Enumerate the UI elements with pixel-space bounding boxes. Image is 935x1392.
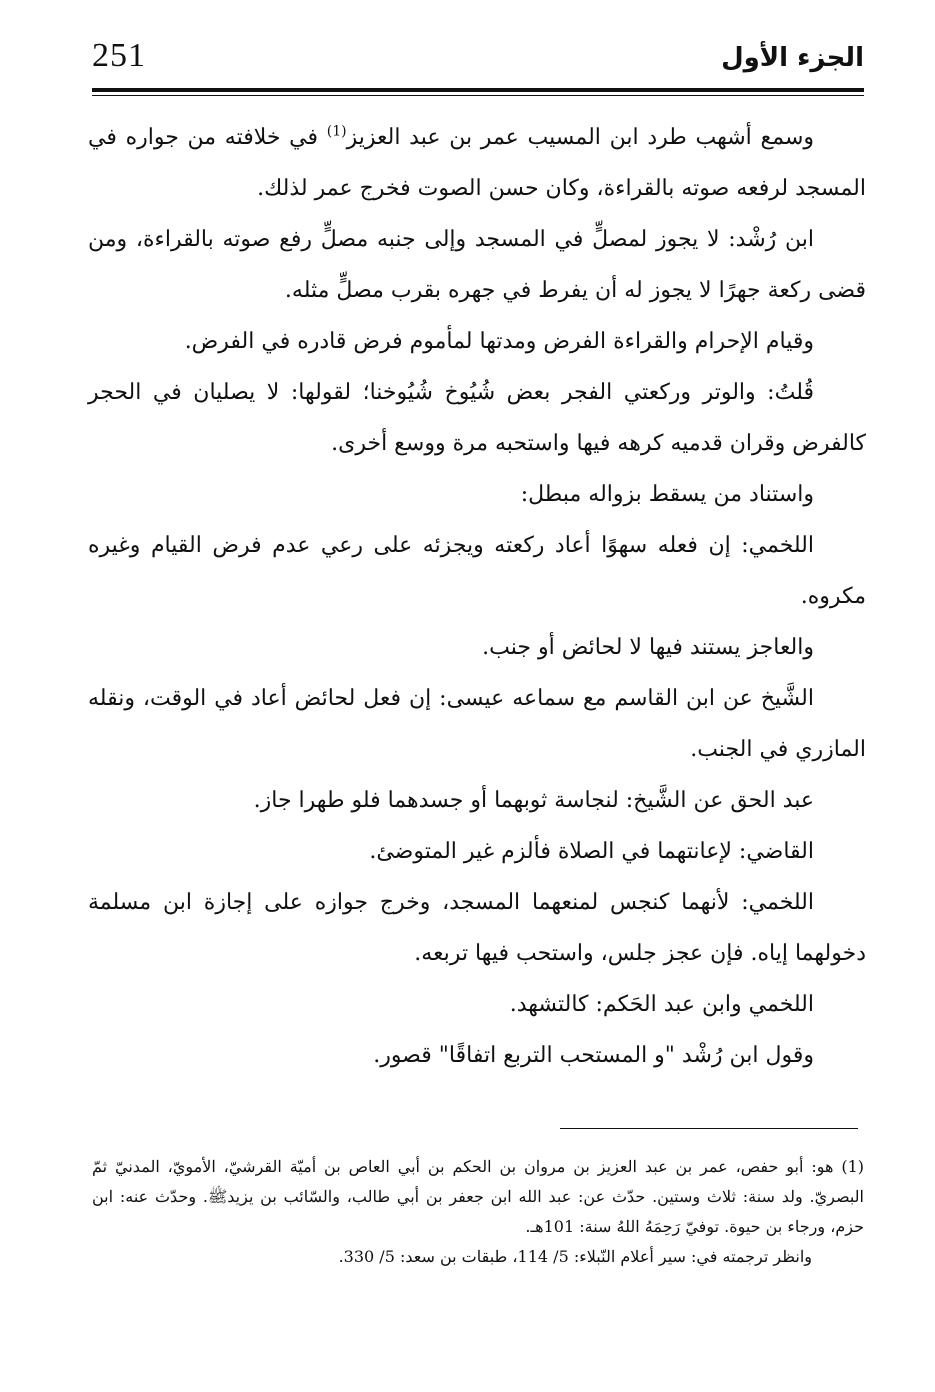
- paragraph: والعاجز يستند فيها لا لحائض أو جنب.: [482, 635, 814, 660]
- paragraph: وقيام الإحرام والقراءة الفرض ومدتها لمأموم فرض قادره في الفرض.: [184, 329, 814, 354]
- paragraph: وقول ابن رُشْد "و المستحب التربع اتفاقًا" قصور.: [373, 1043, 814, 1068]
- footnote-reference[interactable]: (1): [326, 123, 347, 140]
- page-header: [92, 34, 864, 88]
- paragraph: واستناد من يسقط بزواله مبطل:: [520, 482, 814, 507]
- header-rule-thick: [92, 88, 864, 92]
- footnote-separator: [560, 1128, 858, 1129]
- footnote-1: (1) هو: أبو حفص، عمر بن عبد العزيز بن مروان بن الحكم بن أبي العاص بن أميّة القرشيّ، الأمويّ، المدنيّ ثمّ البصريّ. ولد سنة: ثلاث وستين. حدّث عن: عبد الله ابن جعفر بن أبي طالب، والسّائب بن يزيدﷺ. وحدّث عنه: ابن حزم، ورجاء بن حيوة. توفيّ رَحِمَهُ اللهُ سنة: 101هـ.: [92, 1157, 864, 1236]
- paragraph: اللخمي وابن عبد الحَكم: كالتشهد.: [509, 992, 814, 1017]
- footnote-reference-line: وانظر ترجمته في: سير أعلام النّبلاء: 5/ 114، طبقات بن سعد: 5/ 330.: [338, 1247, 812, 1266]
- header-rule-thin: [92, 95, 864, 96]
- page-number: 251: [92, 37, 146, 74]
- paragraph: [88, 112, 866, 214]
- paragraph: اللخمي: لأنهما كنجس لمنعهما المسجد، وخرج جوازه على إجازة ابن مسلمة دخولهما إياه. فإن عجز جلس، واستحب فيها تربعه.: [88, 890, 866, 966]
- paragraph-text: في خلافته من جواره في المسجد لرفعه صوته بالقراءة، وكان حسن الصوت فخرج عمر لذلك.: [88, 125, 866, 201]
- paragraph: قُلتُ: والوتر وركعتي الفجر بعض شُيُوخ شُيُوخنا؛ لقولها: لا يصليان في الحجر كالفرض وقران قدميه كرهه فيها واستحبه مرة ووسع أخرى.: [88, 380, 866, 456]
- footnotes: [92, 1152, 864, 1272]
- paragraph: اللخمي: إن فعله سهوًا أعاد ركعته ويجزئه على رعي عدم فرض القيام وغيره مكروه.: [88, 533, 866, 609]
- paragraph: القاضي: لإعانتهما في الصلاة فألزم غير المتوضئ.: [369, 839, 814, 864]
- paragraph: ابن رُشْد: لا يجوز لمصلٍّ في المسجد وإلى جنبه مصلٍّ رفع صوته بالقراءة، ومن قضى ركعة جهرًا لا يجوز له أن يفرط في جهره بقرب مصلٍّ مثله.: [88, 227, 866, 303]
- running-title: الجزء الأول: [721, 43, 864, 73]
- paragraph: عبد الحق عن الشَّيخ: لنجاسة ثوبهما أو جسدهما فلو طهرا جاز.: [253, 788, 814, 813]
- paragraph-text: وسمع أشهب طرد ابن المسيب عمر بن عبد العزيز: [346, 125, 815, 150]
- paragraph: الشَّيخ عن ابن القاسم مع سماعه عيسى: إن فعل لحائض أعاد في الوقت، ونقله المازري في الجنب.: [88, 686, 866, 762]
- main-text: [88, 112, 866, 1081]
